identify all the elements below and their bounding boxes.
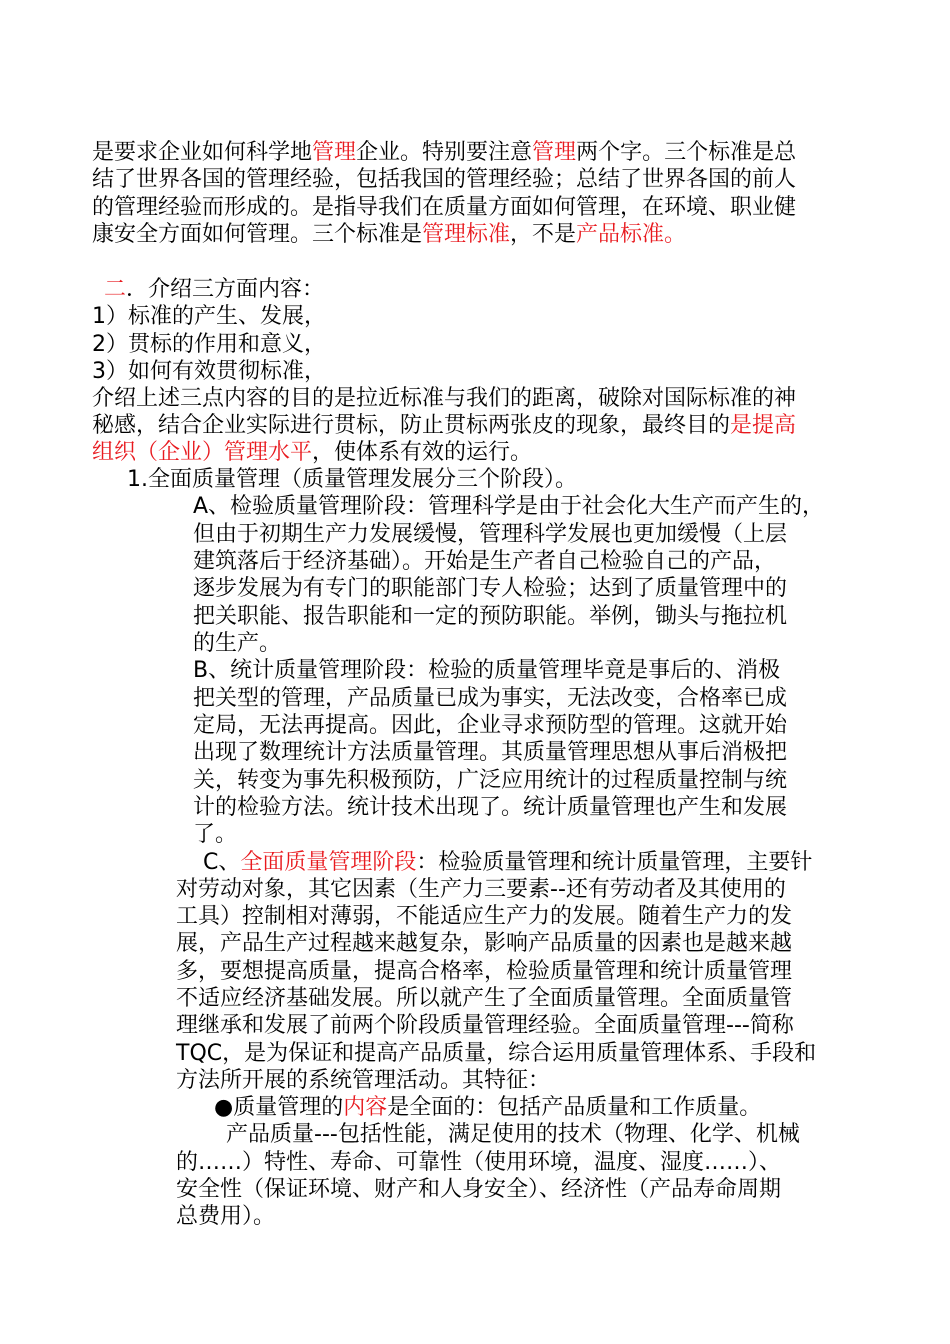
product-quality-line: 安全性（保证环境、财产和人身安全）、经济性（产品寿命周期 [176, 1177, 782, 1202]
highlight-text: 全面质量管理阶段 [240, 850, 417, 875]
stage-b-line: 计的检验方法。统计技术出现了。统计质量管理也产生和发展 [193, 795, 788, 820]
stage-c-line: 工具）控制相对薄弱，不能适应生产力的发展。随着生产力的发 [176, 904, 793, 929]
highlight-text: 是提高 [730, 413, 797, 438]
stage-c-line: 对劳动对象，其它因素（生产力三要素--还有劳动者及其使用的 [176, 877, 786, 902]
stage-c-line: 多，要想提高质量，提高合格率，检验质量管理和统计质量管理 [176, 959, 793, 984]
stage-b-line: B、统计质量管理阶段：检验的质量管理毕竟是事后的、消极 [193, 658, 781, 683]
highlight-text: 管理 [532, 140, 577, 165]
paragraph-line [92, 412, 796, 440]
stage-c-line [203, 849, 812, 877]
product-quality-line: 的……）特性、寿命、可靠性（使用环境，温度、湿度……）、 [176, 1150, 782, 1175]
paragraph-line: 介绍上述三点内容的目的是拉近标准与我们的距离，破除对国际标准的神 [92, 386, 797, 411]
section-number: 二 [104, 277, 127, 302]
product-quality-line: 总费用）。 [176, 1204, 276, 1229]
stage-c-line: TQC，是为保证和提高产品质量，综合运用质量管理体系、手段和 [176, 1041, 817, 1066]
subsection-title: 1.全面质量管理（质量管理发展分三个阶段）。 [127, 467, 577, 492]
text-run: ，不是 [510, 222, 577, 247]
text-run: 企业。特别要注意 [356, 140, 533, 165]
text-run: 秘感，结合企业实际进行贯标，防止贯标两张皮的现象，最终目的 [92, 413, 731, 438]
text-run: 是全面的：包括产品质量和工作质量。 [387, 1095, 762, 1120]
paragraph-line [92, 139, 796, 167]
text-run: 两个字。三个标准是总 [576, 140, 797, 165]
stage-c-line: 理继承和发展了前两个阶段质量管理经验。全面质量管理---简称 [176, 1013, 794, 1038]
highlight-text: 产品标准。 [576, 222, 687, 247]
stage-b-line: 定局，无法再提高。因此，企业寻求预防型的管理。这就开始 [193, 713, 788, 738]
stage-b-line: 出现了数理统计方法质量管理。其质量管理思想从事后消极把 [193, 740, 788, 765]
paragraph-line [92, 439, 532, 467]
paragraph-line: 的管理经验而形成的。是指导我们在质量方面如何管理，在环境、职业健 [92, 195, 797, 220]
stage-a-line: 逐步发展为有专门的职能部门专人检验；达到了质量管理中的 [193, 576, 788, 601]
stage-c-line: 展，产品生产过程越来越复杂，影响产品质量的因素也是越来越 [176, 931, 793, 956]
stage-c-line: 不适应经济基础发展。所以就产生了全面质量管理。全面质量管 [176, 986, 793, 1011]
text-run: ：检验质量管理和统计质量管理，主要针 [416, 850, 813, 875]
highlight-text: 管理标准 [422, 222, 511, 247]
bullet-item [214, 1094, 761, 1122]
text-run: 质量管理的 [233, 1095, 344, 1120]
stage-b-line: 了。 [193, 822, 238, 847]
highlight-text: 组织（企业）管理水平 [92, 440, 313, 465]
text-run: 康安全方面如何管理。三个标准是 [92, 222, 423, 247]
section-heading [104, 276, 324, 304]
stage-a-line: 但由于初期生产力发展缓慢，管理科学发展也更加缓慢（上层 [193, 522, 788, 547]
product-quality-line: 产品质量---包括性能，满足使用的技术（物理、化学、机械 [226, 1122, 800, 1147]
list-item: 1）标准的产生、发展， [92, 304, 326, 329]
highlight-text: 内容 [343, 1095, 388, 1120]
text-run: 是要求企业如何科学地 [92, 140, 313, 165]
section-title: ．介绍三方面内容： [126, 277, 325, 302]
stage-c-line: 方法所开展的系统管理活动。其特征： [176, 1068, 551, 1093]
text-run: ，使体系有效的运行。 [312, 440, 533, 465]
paragraph-line: 结了世界各国的管理经验，包括我国的管理经验；总结了世界各国的前人 [92, 167, 797, 192]
stage-a-line: 把关职能、报告职能和一定的预防职能。举例，锄头与拖拉机 [193, 604, 788, 629]
bullet-icon: ● [214, 1095, 234, 1120]
list-item: 2）贯标的作用和意义， [92, 332, 326, 357]
stage-b-line: 把关型的管理，产品质量已成为事实，无法改变，合格率已成 [193, 686, 788, 711]
stage-b-line: 关，转变为事先积极预防，广泛应用统计的过程质量控制与统 [193, 768, 788, 793]
text-run: C、 [203, 850, 241, 875]
list-item: 3）如何有效贯彻标准， [92, 359, 326, 384]
highlight-text: 管理 [312, 140, 357, 165]
stage-a-line: 的生产。 [193, 631, 282, 656]
stage-a-line: A、检验质量管理阶段：管理科学是由于社会化大生产而产生的， [193, 494, 825, 519]
stage-a-line: 建筑落后于经济基础）。开始是生产者自己检验自己的产品， [193, 549, 777, 574]
paragraph-line [92, 221, 686, 249]
